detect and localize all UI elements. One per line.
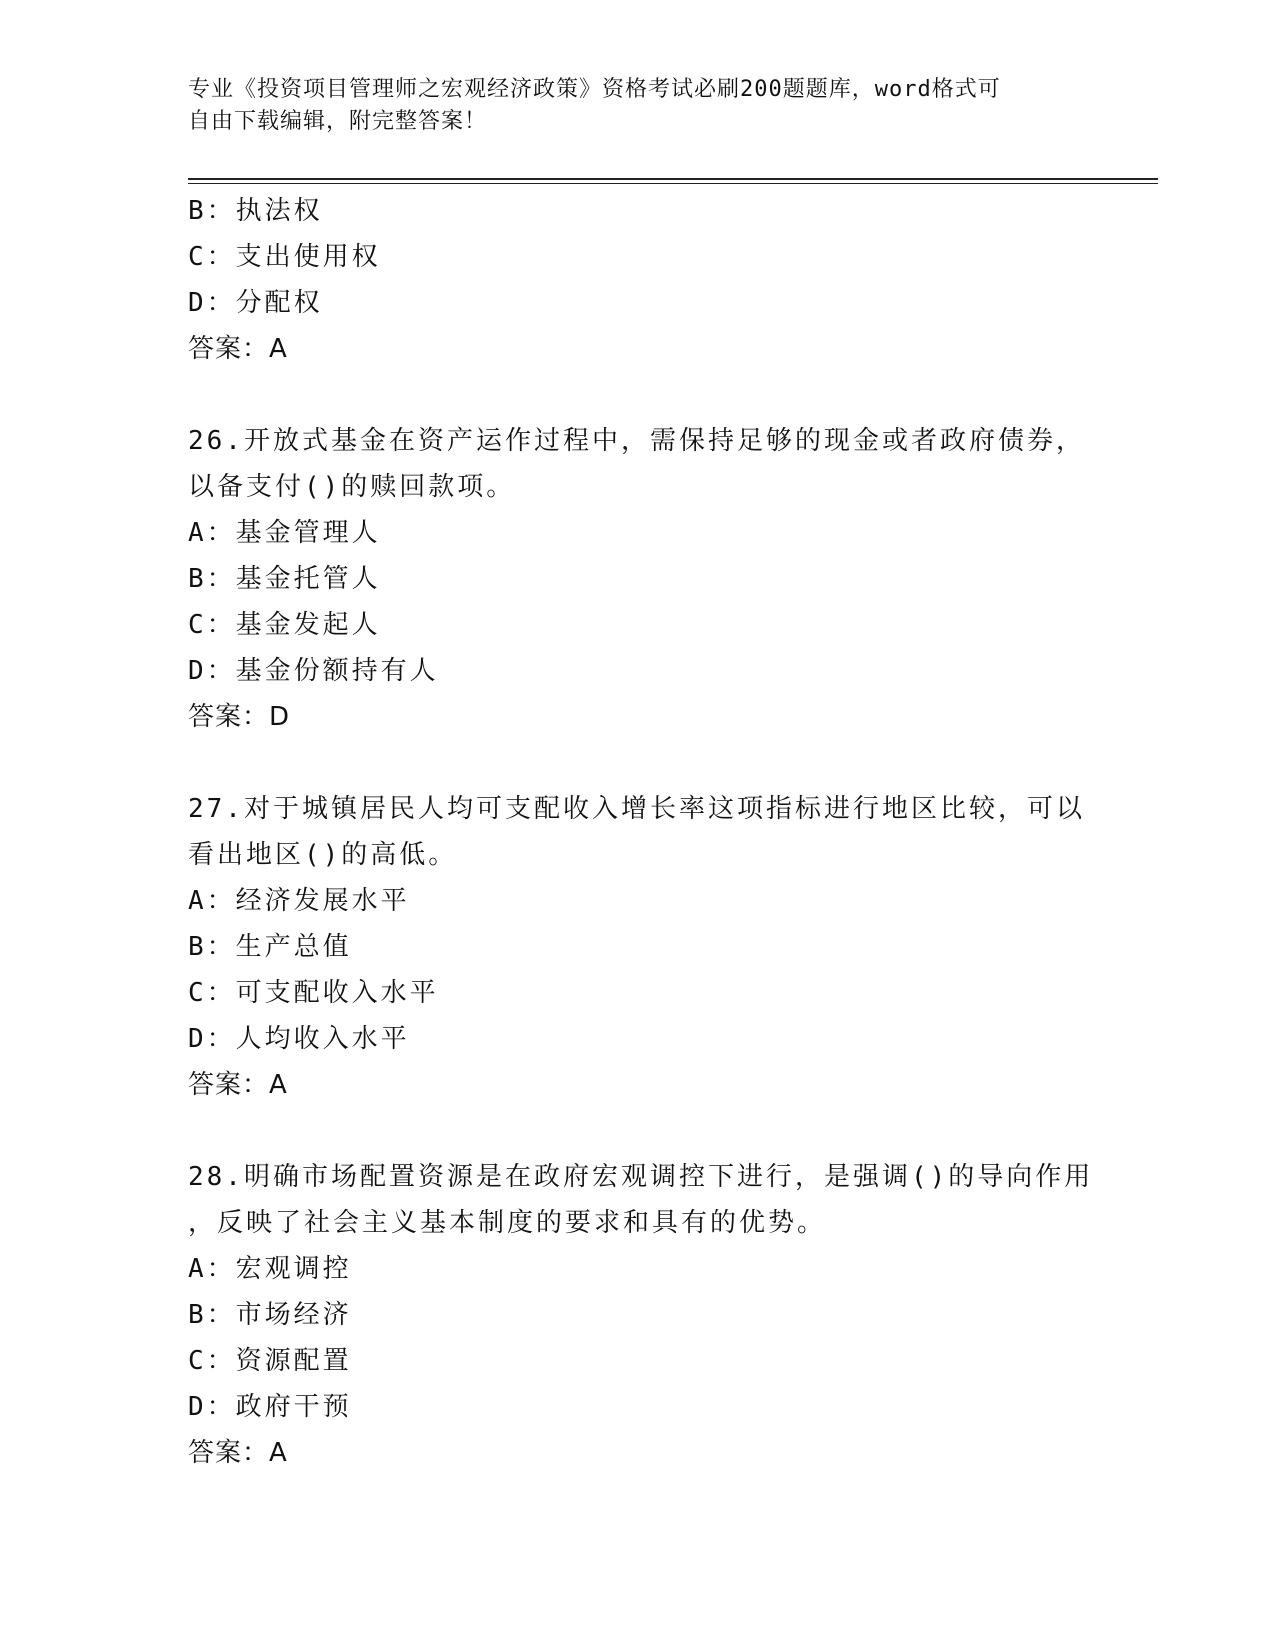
- option-c: C：资源配置: [188, 1346, 352, 1376]
- answer-line: 答案：A: [188, 1438, 288, 1468]
- option-b: B：基金托管人: [188, 564, 381, 594]
- option-a: A：宏观调控: [188, 1254, 352, 1284]
- spacer: [188, 740, 1088, 786]
- answer-line: 答案：A: [188, 1070, 288, 1100]
- option-d: D：分配权: [188, 288, 323, 318]
- option-d: D：人均收入水平: [188, 1024, 410, 1054]
- option-d: D：政府干预: [188, 1392, 352, 1422]
- option-b: B：执法权: [188, 196, 323, 226]
- option-b: B：市场经济: [188, 1300, 352, 1330]
- answer-line: 答案：A: [188, 334, 288, 364]
- question-text-26-cont: 以备支付()的赎回款项。: [188, 472, 516, 502]
- option-b: B：生产总值: [188, 932, 352, 962]
- question-text-28-cont: ，反映了社会主义基本制度的要求和具有的优势。: [188, 1208, 827, 1238]
- question-text-27: 27.对于城镇居民人均可支配收入增长率这项指标进行地区比较，可以: [188, 794, 1085, 824]
- option-a: A：基金管理人: [188, 518, 381, 548]
- question-text-26: 26.开放式基金在资产运作过程中，需保持足够的现金或者政府债券，: [188, 426, 1085, 456]
- spacer: [188, 372, 1088, 418]
- option-a: A：经济发展水平: [188, 886, 410, 916]
- question-text-28: 28.明确市场配置资源是在政府宏观调控下进行，是强调()的导向作用: [188, 1162, 1094, 1192]
- header-title-line-1: 专业《投资项目管理师之宏观经济政策》资格考试必刷200题题库，word格式可: [188, 77, 1001, 102]
- spacer: [188, 1108, 1088, 1154]
- answer-line: 答案：D: [188, 702, 291, 732]
- header-divider-thick: [188, 178, 1158, 180]
- question-text-27-cont: 看出地区()的高低。: [188, 840, 458, 870]
- option-d: D：基金份额持有人: [188, 656, 439, 686]
- document-header: [188, 74, 1068, 138]
- option-c: C：可支配收入水平: [188, 978, 439, 1008]
- question-list: [188, 188, 1094, 1476]
- header-divider-thin: [188, 183, 1158, 184]
- header-title-line-2: 自由下载编辑，附完整答案！: [188, 109, 488, 134]
- option-c: C：基金发起人: [188, 610, 381, 640]
- option-c: C：支出使用权: [188, 242, 381, 272]
